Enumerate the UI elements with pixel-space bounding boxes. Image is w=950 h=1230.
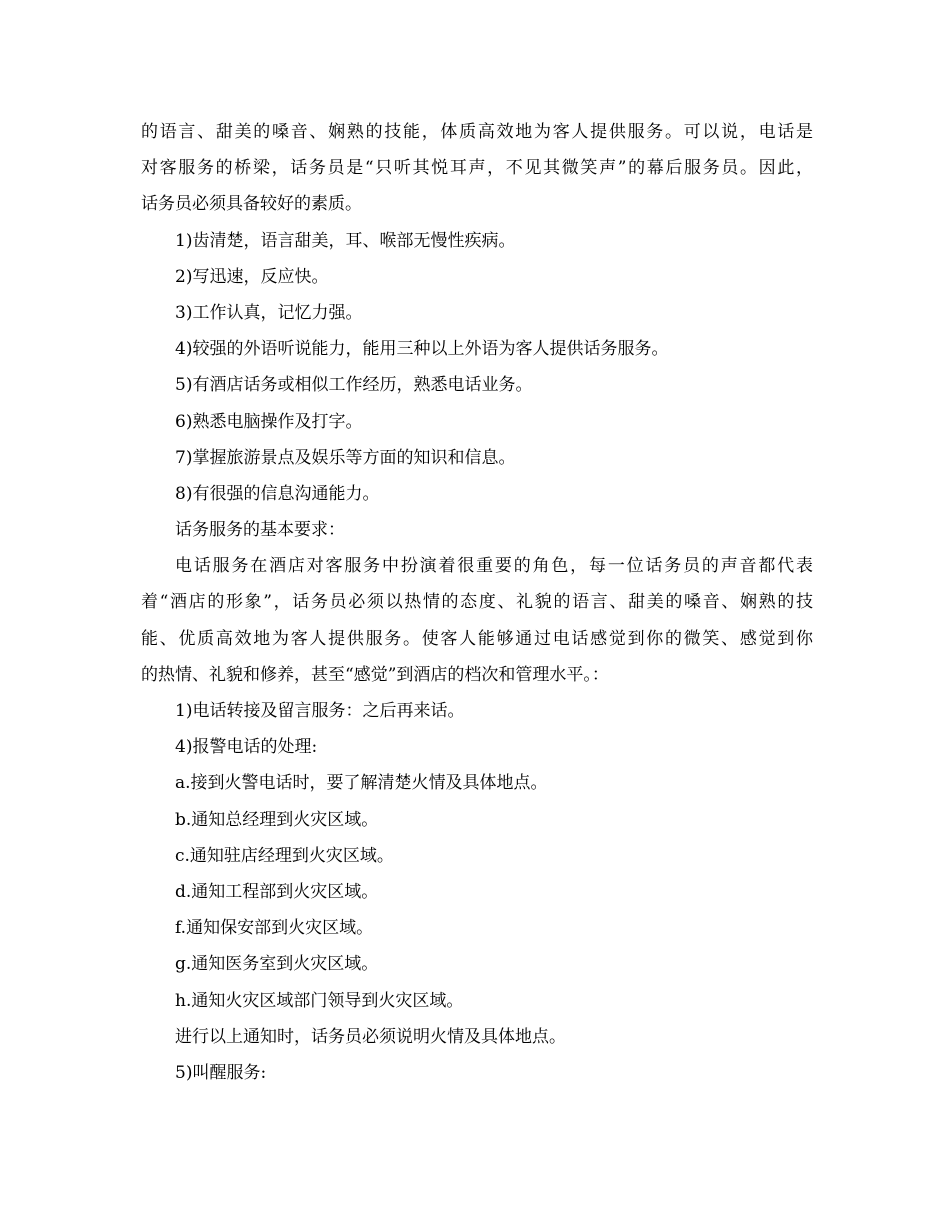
- alarm-step: c.通知驻店经理到火灾区域。: [175, 845, 394, 866]
- quality-item: 8)有很强的信息沟通能力。: [175, 483, 380, 504]
- quality-item: 7)掌握旅游景点及娱乐等方面的知识和信息。: [175, 447, 516, 468]
- alarm-step: h.通知火灾区域部门领导到火灾区域。: [175, 990, 464, 1011]
- paragraph-line: 的热情、礼貌和修养，甚至“感觉”到酒店的档次和管理水平。：: [141, 664, 609, 685]
- notice-line: 进行以上通知时，话务员必须说明火情及具体地点。: [175, 1026, 566, 1047]
- alarm-step: a.接到火警电话时，要了解清楚火情及具体地点。: [175, 773, 548, 794]
- quality-item: 1)齿清楚，语言甜美，耳、喉部无慢性疾病。: [175, 230, 516, 251]
- paragraph-line: 电话服务在酒店对客服务中扮演着很重要的角色，每一位话务员的声音都代表: [175, 556, 813, 577]
- paragraph-line: 话务员必须具备较好的素质。: [141, 194, 362, 215]
- alarm-step: d.通知工程部到火灾区域。: [175, 881, 379, 902]
- section-heading: 话务服务的基本要求：: [175, 520, 345, 541]
- paragraph-line: 的语言、甜美的嗓音、娴熟的技能，体质高效地为客人提供服务。可以说，电话是: [141, 122, 813, 142]
- paragraph-line: 对客服务的桥梁，话务员是“只听其悦耳声，不见其微笑声”的幕后服务员。因此，: [141, 158, 813, 179]
- alarm-step: f.通知保安部到火灾区域。: [175, 918, 374, 939]
- quality-item: 4)较强的外语听说能力，能用三种以上外语为客人提供话务服务。: [175, 339, 669, 360]
- alarm-step: b.通知总经理到火灾区域。: [175, 809, 379, 830]
- document-body: [141, 114, 813, 1091]
- quality-item: 5)有酒店话务或相似工作经历，熟悉电话业务。: [175, 375, 533, 396]
- service-item: 1)电话转接及留言服务：之后再来话。: [175, 701, 465, 721]
- quality-item: 3)工作认真，记忆力强。: [175, 302, 363, 323]
- service-item: 4)报警电话的处理:: [175, 737, 318, 758]
- alarm-step: g.通知医务室到火灾区域。: [175, 954, 379, 975]
- service-item: 5)叫醒服务:: [175, 1062, 267, 1083]
- paragraph-line: 着“酒店的形象”，话务员必须以热情的态度、礼貌的语言、甜美的嗓音、娴熟的技: [141, 592, 813, 613]
- quality-item: 2)写迅速，反应快。: [175, 266, 329, 287]
- paragraph-line: 能、优质高效地为客人提供服务。使客人能够通过电话感觉到你的微笑、感觉到你: [141, 628, 813, 649]
- quality-item: 6)熟悉电脑操作及打字。: [175, 411, 363, 432]
